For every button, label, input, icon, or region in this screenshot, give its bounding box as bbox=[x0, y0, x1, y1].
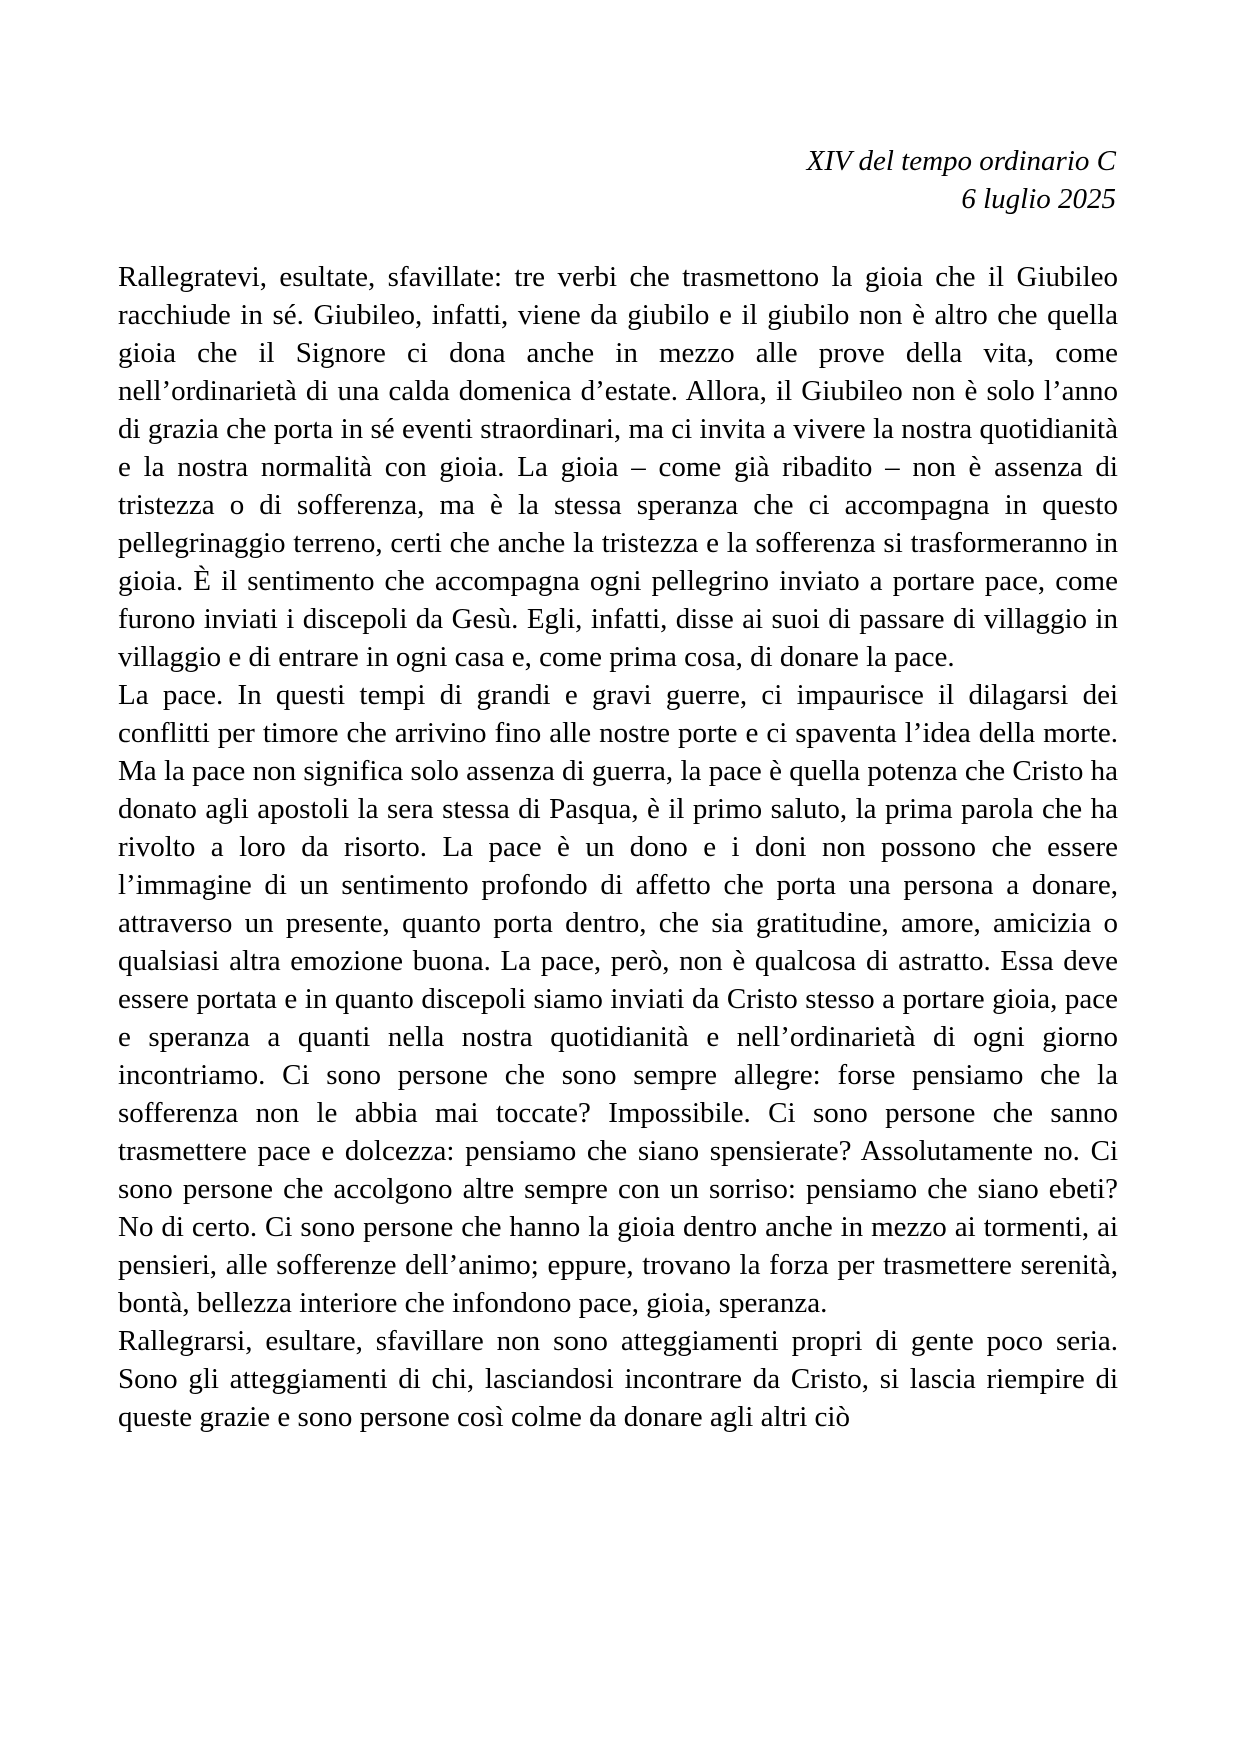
body-text bbox=[118, 258, 1118, 1436]
paragraph-2: La pace. In questi tempi di grandi e gravi guerre, ci impaurisce il dilagarsi dei conflitti per timore che arrivino fino alle nostre porte e ci spaventa l’idea della morte. Ma la pace non significa solo assenza di guerra, la pace è quella potenza che Cristo ha donato agli apostoli la sera stessa di Pasqua, è il primo saluto, la prima parola che ha rivolto a loro da risorto. La pace è un dono e i doni non possono che essere l’immagine di un sentimento profondo di affetto che porta una persona a donare, attraverso un presente, quanto porta dentro, che sia gratitudine, amore, amicizia o qualsiasi altra emozione buona. La pace, però, non è qualcosa di astratto. Essa deve essere portata e in quanto discepoli siamo inviati da Cristo stesso a portare gioia, pace e speranza a quanti nella nostra quotidianità e nell’ordinarietà di ogni giorno incontriamo. Ci sono persone che sono sempre allegre: forse pensiamo che la sofferenza non le abbia mai toccate? Impossibile. Ci sono persone che sanno trasmettere pace e dolcezza: pensiamo che siano spensierate? Assolutamente no. Ci sono persone che accolgono altre sempre con un sorriso: pensiamo che siano ebeti? No di certo. Ci sono persone che hanno la gioia dentro anche in mezzo ai tormenti, ai pensieri, alle sofferenze dell’animo; eppure, trovano la forza per trasmettere serenità, bontà, bellezza interiore che infondono pace, gioia, speranza. bbox=[118, 679, 1118, 1319]
liturgical-title: XIV del tempo ordinario C bbox=[806, 145, 1116, 177]
paragraph-3: Rallegrarsi, esultare, sfavillare non sono atteggiamenti propri di gente poco seria. Sono gli atteggiamenti di chi, lasciandosi incontrare da Cristo, si lascia riempire di queste grazie e sono persone così colme da donare agli altri ciò bbox=[118, 1325, 1118, 1433]
document-date: 6 luglio 2025 bbox=[961, 183, 1116, 215]
paragraph-1: Rallegratevi, esultate, sfavillate: tre verbi che trasmettono la gioia che il Giubileo racchiude in sé. Giubileo, infatti, viene da giubilo e il giubilo non è altro che quella gioia che il Signore ci dona anche in mezzo alle prove della vita, come nell’ordinarietà di una calda domenica d’estate. Allora, il Giubileo non è solo l’anno di grazia che porta in sé eventi straordinari, ma ci invita a vivere la nostra quotidianità e la nostra normalità con gioia. La gioia – come già ribadito – non è assenza di tristezza o di sofferenza, ma è la stessa speranza che ci accompagna in questo pellegrinaggio terreno, certi che anche la tristezza e la sofferenza si trasformeranno in gioia. È il sentimento che accompagna ogni pellegrino inviato a portare pace, come furono inviati i discepoli da Gesù. Egli, infatti, disse ai suoi di passare di villaggio in villaggio e di entrare in ogni casa e, come prima cosa, di donare la pace. bbox=[118, 261, 1118, 673]
document-heading bbox=[807, 142, 1116, 218]
